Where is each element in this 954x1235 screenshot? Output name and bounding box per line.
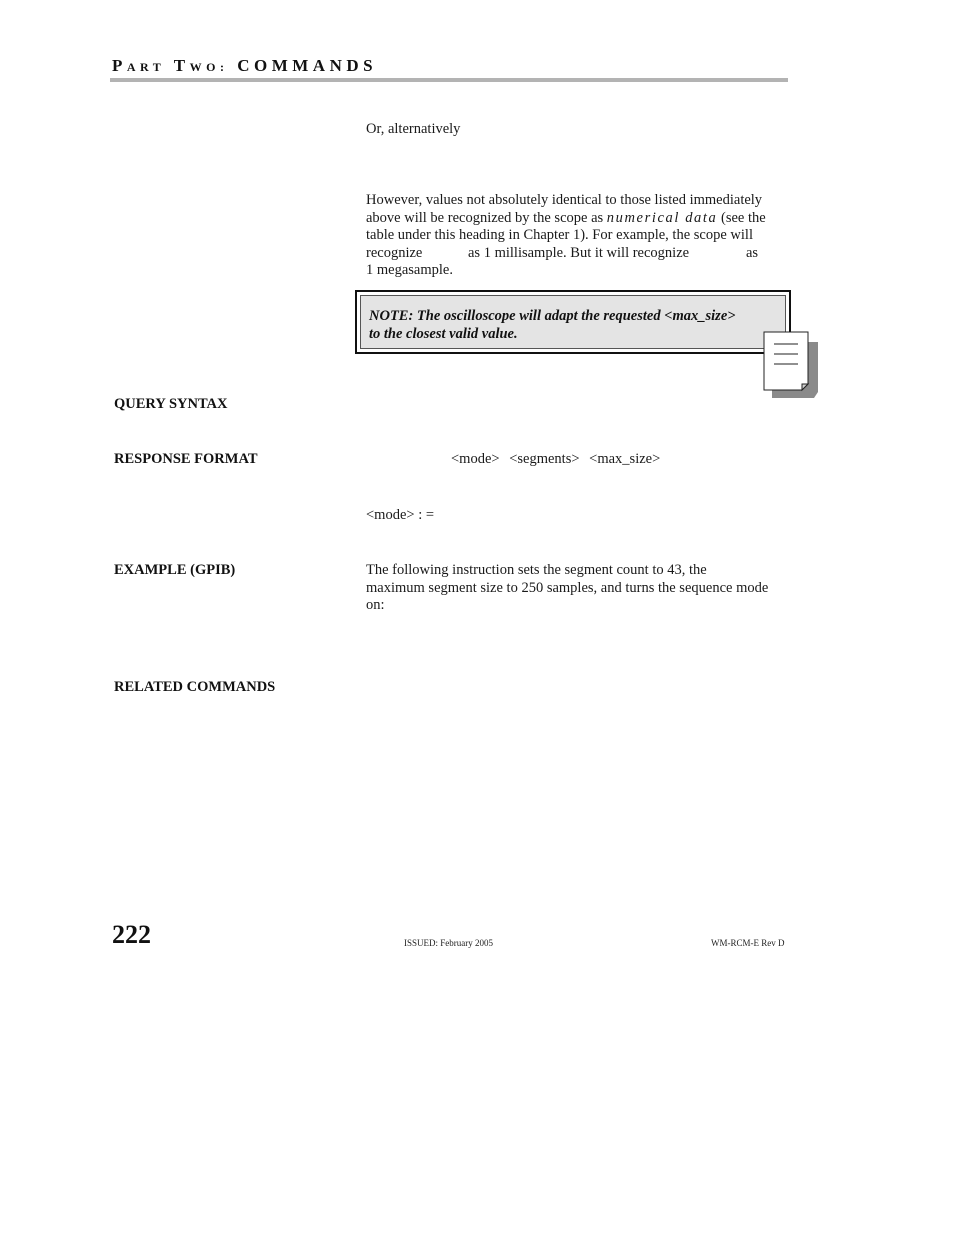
- para-line-4-millisample: as 1 millisample. But it will recognize: [468, 244, 690, 261]
- document-id: WM-RCM-E Rev D: [711, 938, 785, 948]
- para-line-2: [366, 210, 796, 228]
- response-format-label: RESPONSE FORMAT: [114, 451, 258, 467]
- values-paragraph: [366, 192, 796, 280]
- example-line-3: on:: [366, 597, 385, 613]
- para-line-4: [366, 245, 796, 263]
- example-paragraph: [366, 562, 796, 615]
- response-mode: <mode>: [451, 451, 500, 467]
- note-box: [355, 290, 791, 354]
- note-line-1: NOTE: The oscilloscope will adapt the requested <max_size>: [369, 308, 736, 324]
- para-line-3: table under this heading in Chapter 1). For example, the scope will: [366, 227, 753, 243]
- alternatively-text: Or, alternatively: [366, 121, 461, 137]
- response-max-size: <max_size>: [589, 451, 661, 467]
- document-note-icon: [760, 330, 820, 400]
- page-number: 222: [112, 920, 151, 949]
- header-two-initial: T: [173, 56, 190, 75]
- example-gpib-label: EXAMPLE (GPIB): [114, 562, 236, 578]
- para-line-1: However, values not absolutely identical to those listed immediately: [366, 192, 763, 208]
- mode-definition: <mode> : =: [366, 507, 435, 523]
- header-colon: :: [219, 60, 229, 74]
- para-line-2-start: above will be recognized by the scope as: [366, 209, 607, 226]
- example-line-2: maximum segment size to 250 samples, and turns the sequence mode: [366, 579, 769, 596]
- header-commands: COMMANDS: [237, 56, 378, 75]
- header-rule: [110, 78, 788, 82]
- response-format-value: [451, 451, 660, 469]
- para-line-5: 1 megasample.: [366, 262, 453, 278]
- header-part-initial: P: [112, 56, 127, 75]
- header-two-rest: WO: [189, 60, 220, 74]
- para-line-4-as: as: [746, 244, 759, 261]
- note-text: [369, 308, 779, 343]
- note-line-2: to the closest valid value.: [369, 325, 518, 342]
- issued-date: ISSUED: February 2005: [404, 938, 493, 948]
- related-commands-label: RELATED COMMANDS: [114, 679, 276, 695]
- page-header-title: [112, 56, 377, 76]
- query-syntax-label: QUERY SYNTAX: [114, 396, 228, 412]
- para-line-4-recognize: recognize: [366, 244, 423, 261]
- para-line-2-end: (see the: [717, 209, 766, 226]
- header-part-rest: ART: [126, 60, 166, 74]
- numerical-data-emphasis: numerical data: [606, 209, 718, 226]
- response-segments: <segments>: [509, 451, 580, 467]
- example-line-1: The following instruction sets the segment count to 43, the: [366, 562, 707, 578]
- note-box-inner: [360, 295, 786, 349]
